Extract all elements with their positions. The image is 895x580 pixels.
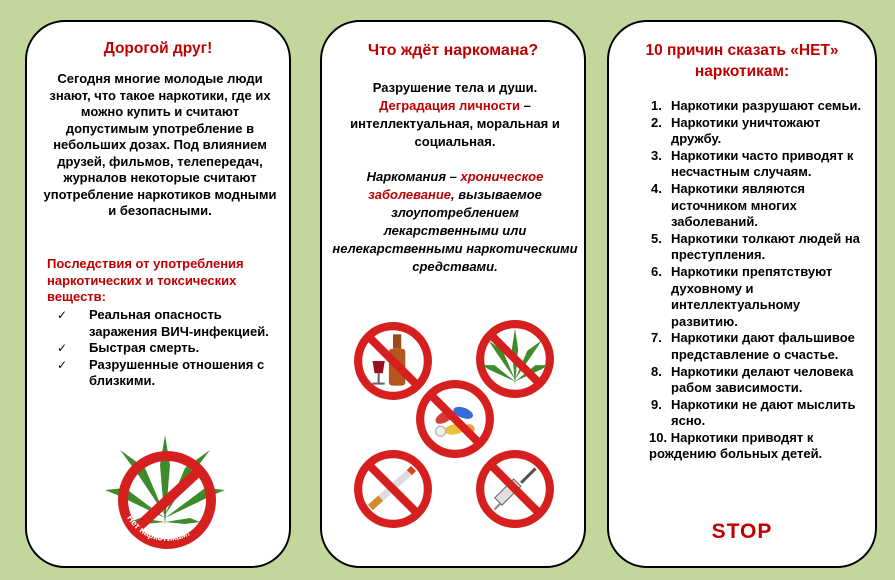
addiction-definition: Наркомания – хроническое заболевание, вызываемое злоупотреблением лекарственными или нелекарственными наркотическими средствами. [332,169,578,274]
panel-ten-reasons [607,20,877,568]
panel3-title: 10 причин сказать «НЕТ» наркотикам: [645,42,839,80]
no-drugs-sign-icon [105,430,225,550]
list-item: 6. Наркотики препятствуют духовному и интеллектуальному развитию. [651,263,833,329]
list-item: 5. Наркотики толкают людей на преступления. [651,230,860,263]
consequences-title: Последствия от употребления наркотических и токсических веществ: [47,256,244,304]
list-item: ✓ Реальная опасность заражения ВИЧ-инфекцией. [57,307,269,339]
checkmark-icon: ✓ [57,308,68,322]
reasons-list [629,98,869,463]
consequences-list [57,307,277,390]
list-item: 10. Наркотики приводят к рождению больных детей. [649,429,823,462]
list-item: 9. Наркотики не дают мыслить ясно. [651,396,856,429]
list-item: 4. Наркотики являются источником многих заболеваний. [651,180,806,230]
list-item: 2. Наркотики уничтожают дружбу. [651,114,821,147]
list-item: 1. Наркотики разрушают семьи. [651,98,862,113]
panel1-title: Дорогой друг! [103,40,213,57]
no-smoking-sign-icon [352,448,434,530]
panel2-intro: Разрушение тела и души. Деградация личности – интеллектуальная, моральная и социальная. [350,80,560,149]
panel-what-awaits [320,20,586,568]
panel1-intro: Сегодня многие молодые люди знают, что такое наркотики, где их можно купить и считают допустимым употребление в небольших дозах. Под влиянием друзей, фильмов, телепередач, журналов некоторые считают употребление наркотиков модными и безопасными. [43,71,277,218]
panel-dear-friend [25,20,291,568]
checkmark-icon: ✓ [57,341,68,355]
list-item: 8. Наркотики делают человека рабом зависимости. [651,363,854,396]
panel2-title: Что ждёт наркомана? [367,42,539,59]
svg-text:Нет наркотикам! [125,513,191,543]
stop-label: STOP [711,520,773,543]
list-item: ✓ Разрушенные отношения с близкими. [57,356,265,388]
list-item: 7. Наркотики дают фальшивое представление о счастье. [651,330,855,362]
list-item: ✓ Быстрая смерть. [57,340,200,355]
list-item: 3. Наркотики часто приводят к несчастным случаям. [651,147,854,180]
sign-text: Нет наркотикам! [125,513,192,544]
no-syringe-sign-icon [474,448,556,530]
checkmark-icon: ✓ [57,357,68,372]
